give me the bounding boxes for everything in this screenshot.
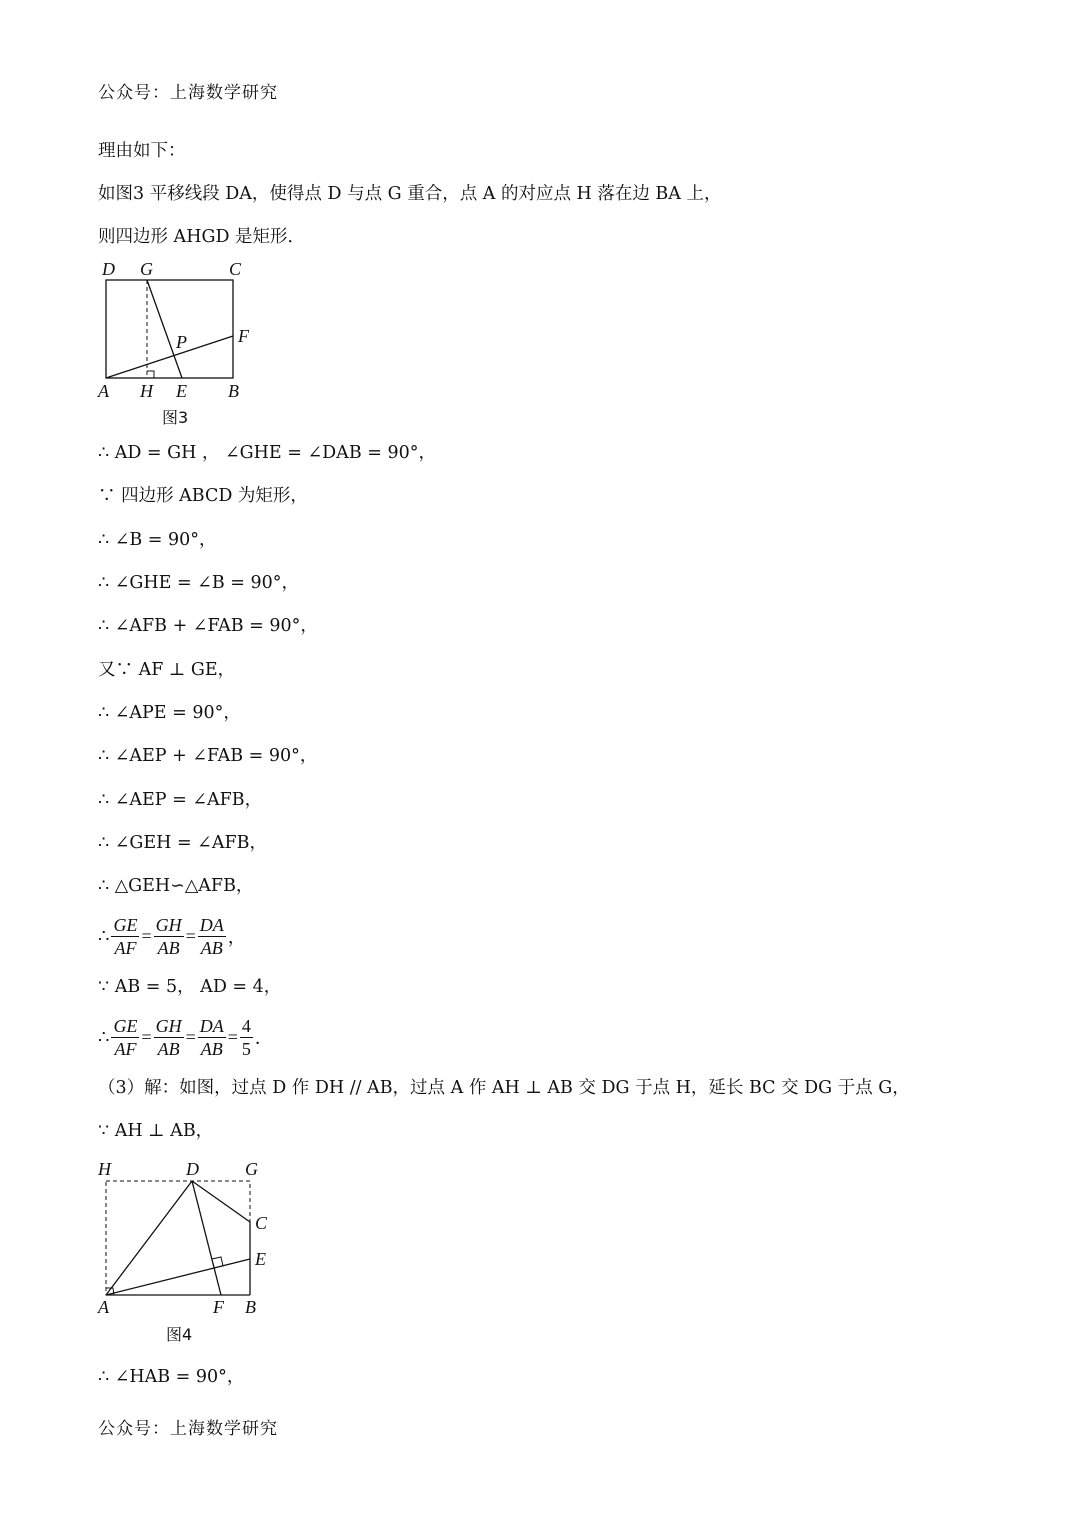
- numerator: GH: [155, 914, 182, 935]
- denominator: AB: [157, 937, 180, 958]
- figure-caption: 图4: [166, 1325, 193, 1344]
- text-line: 又∵ AF ⊥ GE，: [98, 660, 236, 680]
- text-line: ∵ AH ⊥ AB，: [98, 1121, 214, 1141]
- text-line: （3）解：如图，过点 D 作 DH // AB，过点 A 作 AH ⊥ AB 交 DG 于点 H，延长 BC 交 DG 于点 G，: [98, 1078, 910, 1098]
- fraction-4-5: [240, 1015, 253, 1060]
- punctuation: ，: [227, 927, 246, 947]
- fraction-da-ab: [198, 914, 226, 959]
- fraction-da-ab: [198, 1015, 226, 1060]
- denominator: 5: [241, 1038, 251, 1059]
- numerator: 4: [241, 1015, 251, 1036]
- text-line: ∴ ∠GEH = ∠AFB，: [98, 833, 267, 853]
- label-a: A: [98, 381, 109, 401]
- label-e: E: [176, 381, 187, 401]
- text-line: 理由如下：: [98, 141, 186, 161]
- rectangle-abcd: [106, 280, 233, 378]
- label-c: C: [255, 1213, 268, 1233]
- equals-sign: =: [141, 1026, 152, 1047]
- page-footer: 公众号：上海数学研究: [98, 1419, 278, 1439]
- denominator: AB: [200, 1038, 223, 1059]
- denominator: AB: [200, 937, 223, 958]
- figure-caption: 图3: [162, 408, 189, 427]
- text-line: ∴ ∠GHE = ∠B = 90°，: [98, 573, 299, 593]
- equals-sign: =: [185, 925, 196, 946]
- segment-da: [106, 1181, 192, 1295]
- label-h: H: [140, 381, 153, 401]
- figure-4: [90, 1155, 290, 1350]
- therefore-symbol: ∴: [98, 925, 110, 946]
- text-line: ∴ ∠APE = 90°，: [98, 703, 241, 723]
- text-line: ∵ AB = 5， AD = 4，: [98, 977, 282, 997]
- denominator: AF: [114, 937, 137, 958]
- label-a: A: [98, 1297, 109, 1317]
- label-f: F: [238, 326, 249, 346]
- label-f: F: [213, 1297, 224, 1317]
- fraction-gh-ab: [154, 1015, 184, 1060]
- numerator: GE: [113, 914, 138, 935]
- label-d: D: [102, 259, 115, 279]
- right-angle-mark: [147, 371, 154, 378]
- label-e: E: [255, 1249, 266, 1269]
- label-p: P: [176, 332, 187, 352]
- equals-sign: =: [185, 1026, 196, 1047]
- label-h: H: [98, 1159, 111, 1179]
- numerator: DA: [199, 1015, 224, 1036]
- fraction-ge-af: [111, 1015, 139, 1060]
- numerator: DA: [199, 914, 224, 935]
- page-header: 公众号：上海数学研究: [98, 83, 278, 103]
- text-line: 如图3 平移线段 DA，使得点 D 与点 G 重合，点 A 的对应点 H 落在边 BA 上，: [98, 184, 722, 204]
- equals-sign: =: [227, 1026, 238, 1047]
- text-line: ∴ △GEH∽△AFB，: [98, 876, 254, 896]
- label-b: B: [245, 1297, 256, 1317]
- denominator: AB: [157, 1038, 180, 1059]
- fraction-gh-ab: [154, 914, 184, 959]
- text-line: ∴ ∠AEP = ∠AFB，: [98, 790, 263, 810]
- fraction-ge-af: [111, 914, 139, 959]
- numerator: GH: [155, 1015, 182, 1036]
- figure-3: [90, 255, 270, 430]
- punctuation: ．: [254, 1028, 273, 1048]
- denominator: AF: [114, 1038, 137, 1059]
- label-g: G: [245, 1159, 258, 1179]
- label-b: B: [228, 381, 239, 401]
- label-c: C: [229, 259, 242, 279]
- segment-ae: [106, 1259, 250, 1295]
- text-line: ∴ ∠HAB = 90°，: [98, 1367, 245, 1387]
- text-line: 则四边形 AHGD 是矩形．: [98, 227, 306, 247]
- numerator: GE: [113, 1015, 138, 1036]
- text-line: ∵ 四边形 ABCD 为矩形，: [98, 486, 308, 506]
- therefore-symbol: ∴: [98, 1026, 110, 1047]
- text-line: ∴ ∠AEP + ∠FAB = 90°，: [98, 746, 318, 766]
- text-line: ∴ ∠B = 90°，: [98, 530, 217, 550]
- text-line: ∴ AD = GH ， ∠GHE = ∠DAB = 90°，: [98, 443, 436, 463]
- fraction-equation-1: [98, 908, 246, 964]
- fraction-equation-2: [98, 1009, 273, 1065]
- text-line: ∴ ∠AFB + ∠FAB = 90°，: [98, 616, 318, 636]
- rectangle-hagb-dashed: [106, 1181, 250, 1295]
- equals-sign: =: [141, 925, 152, 946]
- label-g: G: [140, 259, 153, 279]
- label-d: D: [186, 1159, 199, 1179]
